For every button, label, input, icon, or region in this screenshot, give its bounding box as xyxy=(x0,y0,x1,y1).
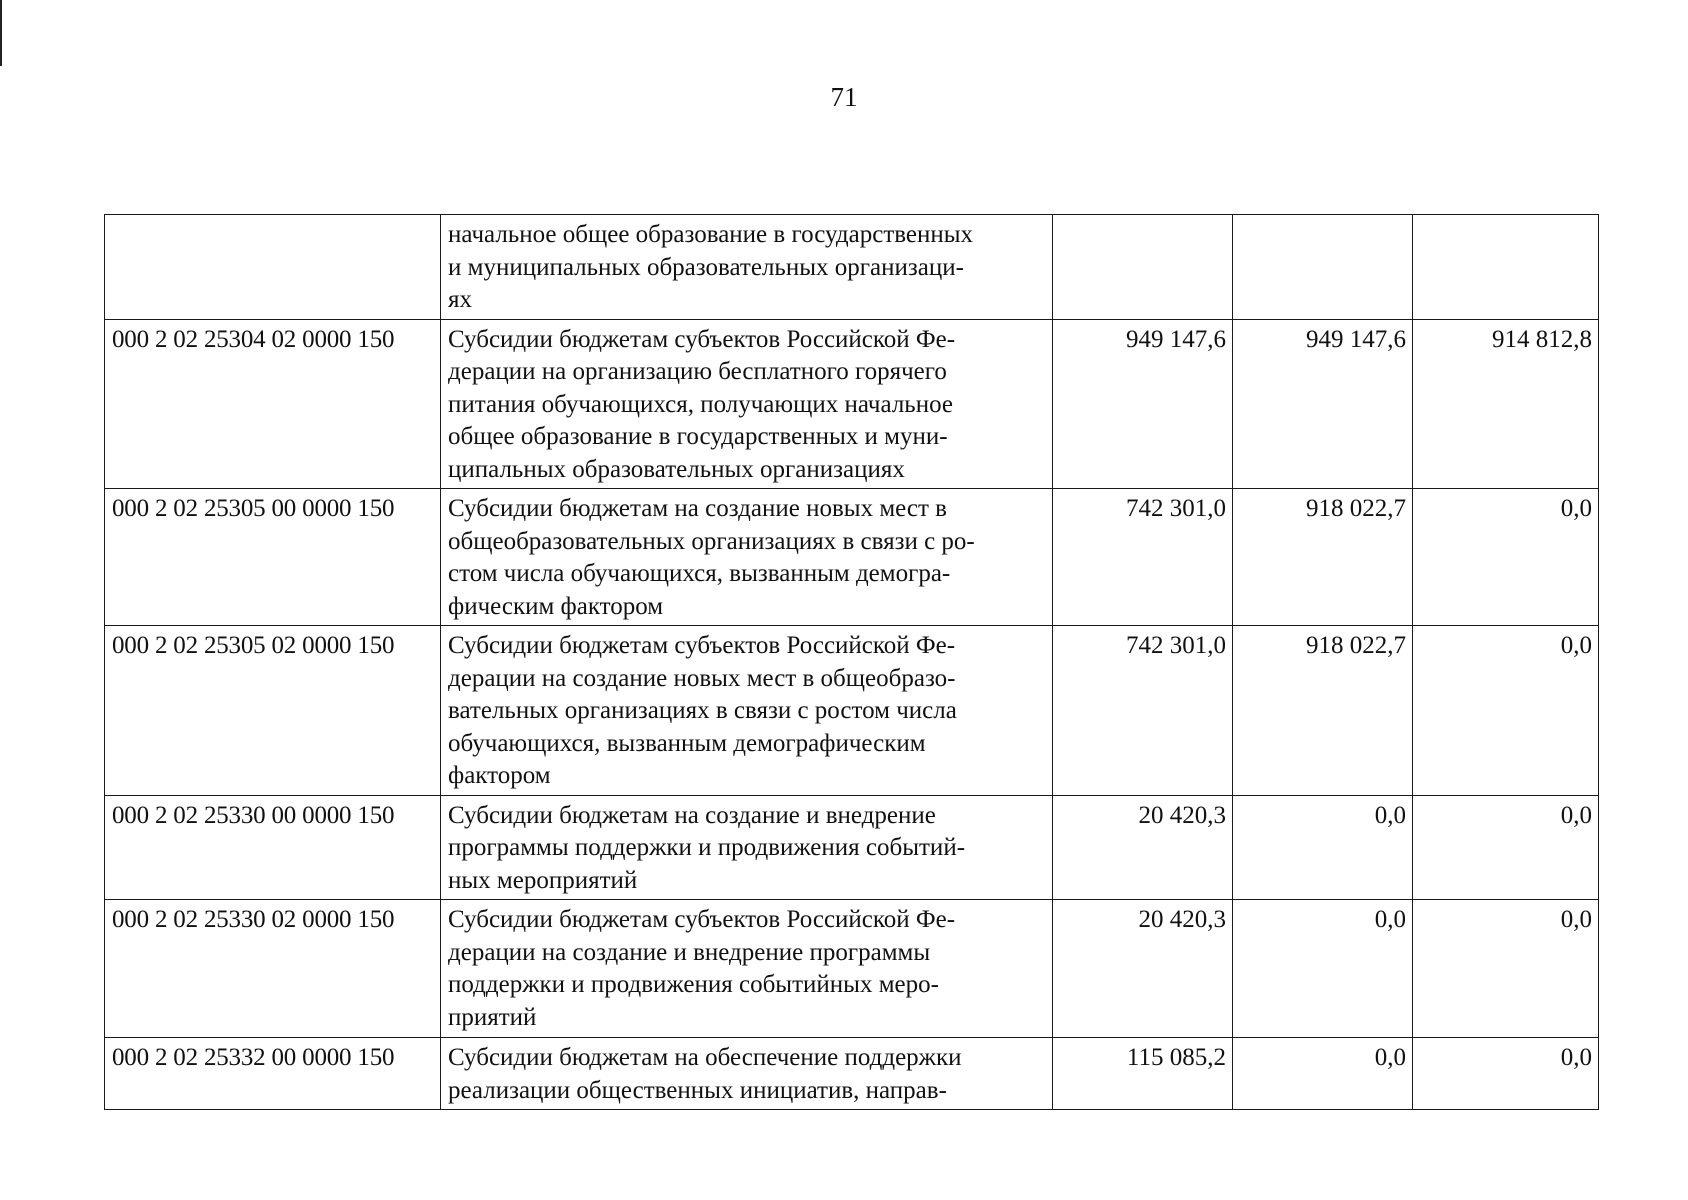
amount-cell-1: 20 420,3 xyxy=(1053,795,1233,900)
table-row xyxy=(105,900,1599,1038)
description-line: фическим фактором xyxy=(448,592,664,620)
budget-code-cell: 000 2 02 25305 00 0000 150 xyxy=(105,489,441,626)
description-line: общеобразовательных организациях в связи с ро- xyxy=(448,527,975,555)
budget-code-cell: 000 2 02 25330 02 0000 150 xyxy=(105,900,441,1038)
description-cell xyxy=(441,626,1053,796)
description-line: Субсидии бюджетам субъектов Российской Фе- xyxy=(448,906,956,933)
amount-cell-1: 742 301,0 xyxy=(1053,626,1233,796)
description-line: Субсидии бюджетам на создание новых мест в xyxy=(448,495,947,522)
description-line: ях xyxy=(448,286,472,313)
description-line: начальное общее образование в государственных xyxy=(448,221,974,248)
amount-cell-3: 0,0 xyxy=(1413,795,1599,900)
amount-cell-2: 0,0 xyxy=(1233,900,1413,1038)
description-line: и муниципальных образовательных организаци- xyxy=(448,253,964,281)
description-line: дерации на создание новых мест в общеобразо- xyxy=(448,664,956,692)
amount-cell-1 xyxy=(1053,215,1233,320)
budget-code-cell: 000 2 02 25304 02 0000 150 xyxy=(105,319,441,489)
description-line: реализации общественных инициатив, направ- xyxy=(448,1076,947,1104)
budget-code-cell: 000 2 02 25305 02 0000 150 xyxy=(105,626,441,796)
amount-cell-1: 742 301,0 xyxy=(1053,489,1233,626)
description-line: программы поддержки и продвижения событий- xyxy=(448,834,966,861)
amount-cell-3: 0,0 xyxy=(1413,900,1599,1038)
amount-cell-1: 949 147,6 xyxy=(1053,319,1233,489)
description-line: ных мероприятий xyxy=(448,866,638,894)
description-cell xyxy=(441,900,1053,1038)
table-row xyxy=(105,489,1599,626)
table-row xyxy=(105,626,1599,796)
budget-table xyxy=(104,214,1599,1110)
budget-table-body xyxy=(105,215,1599,1110)
amount-cell-2: 918 022,7 xyxy=(1233,489,1413,626)
amount-cell-3 xyxy=(1413,215,1599,320)
table-row xyxy=(105,319,1599,489)
description-cell xyxy=(441,215,1053,320)
description-line: поддержки и продвижения событийных меро- xyxy=(448,971,939,998)
description-line: Субсидии бюджетам на обеспечение поддержки xyxy=(448,1044,962,1071)
description-line: ципальных образовательных организациях xyxy=(448,455,905,483)
amount-cell-2: 0,0 xyxy=(1233,1038,1413,1110)
page-number: 71 xyxy=(830,82,858,112)
amount-cell-3: 0,0 xyxy=(1413,1038,1599,1110)
description-line: дерации на создание и внедрение программы xyxy=(448,938,931,966)
description-line: стом числа обучающихся, вызванным демогра- xyxy=(448,560,951,587)
description-line: питания обучающихся, получающих начальное xyxy=(448,390,953,418)
budget-code-cell: 000 2 02 25330 00 0000 150 xyxy=(105,795,441,900)
description-line: общее образование в государственных и муни- xyxy=(448,423,948,450)
description-line: фактором xyxy=(448,762,551,789)
table-row xyxy=(105,1038,1599,1110)
amount-cell-3: 0,0 xyxy=(1413,626,1599,796)
description-cell xyxy=(441,489,1053,626)
amount-cell-2: 918 022,7 xyxy=(1233,626,1413,796)
amount-cell-2: 0,0 xyxy=(1233,795,1413,900)
amount-cell-3: 0,0 xyxy=(1413,489,1599,626)
description-cell xyxy=(441,319,1053,489)
description-line: Субсидии бюджетам на создание и внедрение xyxy=(448,801,936,829)
description-cell xyxy=(441,795,1053,900)
description-cell xyxy=(441,1038,1053,1110)
description-line: Субсидии бюджетам субъектов Российской Фе- xyxy=(448,632,956,659)
budget-code-cell xyxy=(105,215,441,320)
scan-edge-mark xyxy=(0,0,2,66)
amount-cell-1: 115 085,2 xyxy=(1053,1038,1233,1110)
description-line: вательных организациях в связи с ростом числа xyxy=(448,697,957,724)
description-line: дерации на организацию бесплатного горячего xyxy=(448,358,947,385)
budget-code-cell: 000 2 02 25332 00 0000 150 xyxy=(105,1038,441,1110)
amount-cell-2: 949 147,6 xyxy=(1233,319,1413,489)
amount-cell-1: 20 420,3 xyxy=(1053,900,1233,1038)
amount-cell-2 xyxy=(1233,215,1413,320)
description-line: приятий xyxy=(448,1003,537,1031)
description-line: обучающихся, вызванным демографическим xyxy=(448,729,926,757)
description-line: Субсидии бюджетам субъектов Российской Фе- xyxy=(448,325,956,353)
table-row xyxy=(105,795,1599,900)
table-row xyxy=(105,215,1599,320)
amount-cell-3: 914 812,8 xyxy=(1413,319,1599,489)
